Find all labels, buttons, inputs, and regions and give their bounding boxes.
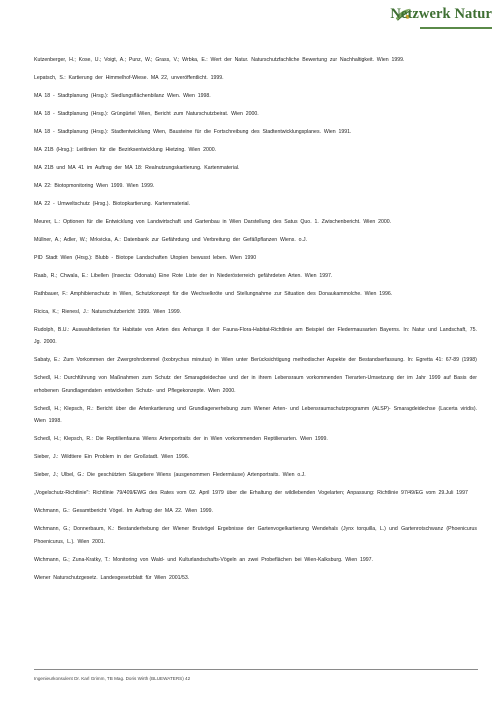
reference-entry: MA 21B (Hrsg.): Leitlinien für die Bezirksentwicklung Hietzing. Wien 2000. xyxy=(34,147,217,153)
page-footer: Ingenieurkonsulent Dr. Karl Grimm, TB Mag. Doris Wirth (BLUEWATERS) 42 xyxy=(34,676,191,681)
reference-entry: Sieber, J.; Ulbel, G.: Die geschützten Säugetiere Wiens (ausgenommen Fledermäuse) Artenportraits. Wien o.J. xyxy=(34,472,306,479)
reference-entry: Wichmann, G.; Zuna-Kratky, T.: Monitoring von Wald- und Kulturlandschafts-Vögeln an zwei Probeflächen bei Wien-Kalksburg. Wien 1997. xyxy=(34,556,373,563)
logo-underline xyxy=(420,27,492,29)
reference-list xyxy=(34,54,477,590)
reference-entry: Kutzenberger, H.; Kose, U.; Voigt, A.; Punz, W.; Grass, V.; Wrbka, E.: Wert der Natur. Naturschutzfachliche Bewertung zur Nachhaltigkeit. Wien 1999. xyxy=(34,57,405,63)
reference-entry: MA 21B und MA 41 im Auftrag der MA 18: Realnutzungskartierung. Kartenmaterial. xyxy=(34,165,240,171)
reference-entry: Sabaty, E.: Zum Vorkommen der Zwergrohrdommel (Ixobrychus minutus) in Wien unter Berücksichtigung methodischer Aspekte der Bestandserfassung. In: Egretta 41: 67-89 (1998) xyxy=(34,357,477,364)
reference-entry: Schedl, H.: Durchführung von Maßnahmen zum Schutz der Smaragdeidechse und der in ihrem Lebensraum vorkommenden Tierarten-Umsetzung der im Jahr 1999 auf Basis der erhobenen Grundlagendaten entwickelten Schutz- und Pflegekonzepte. Wien 2000. xyxy=(34,375,477,394)
reference-entry: Rathbauer, F.: Amphibienschutz in Wien, Schutzkonzept für die Wechselkröte und Stellungnahme zur Situation des Donaukammolche. Wien 1996. xyxy=(34,291,393,297)
reference-entry: Wiener Naturschutzgesetz. Landesgesetzblatt für Wien 2001/53. xyxy=(34,574,190,581)
reference-entry: Wichmann, G.: Gesamtbericht Vögel. Im Auftrag der MA 22. Wien 1999. xyxy=(34,508,213,515)
reference-entry: MA 18 - Stadtplanung (Hrsg.): Stadtentwicklung Wien, Bausteine für die Fortschreibung des Stadtentwicklungsplanes. Wien 1991. xyxy=(34,129,352,135)
reference-entry: Lepatsch, S.: Kartierung der Himmelhof-Wiese. MA 22, unveröffentlicht. 1999. xyxy=(34,75,224,81)
reference-entry: Raab, R.; Chwala, E.: Libellen (Insecta: Odonata) Eine Rote Liste der in Niederösterreich gefährdeten Arten. Wien 1997. xyxy=(34,273,333,279)
netzwerk-natur-logo xyxy=(332,3,492,37)
reference-entry: Müllner, A.; Adler, W.; Mrkvicka, A.: Datenbank zur Gefährdung und Verbreitung der Gefäßpflanzen Wiens. o.J. xyxy=(34,237,308,243)
reference-entry: MA 18 - Stadtplanung (Hrsg.): Siedlungsflächenbilanz Wien. Wien 1998. xyxy=(34,93,211,99)
reference-entry: Wichmann, G.; Donnerbaum, K.: Bestanderhebung der Wiener Brutvögel Ergebnisse der Gartenvogelkartierung Wendehals (Jynx torquilla, L.) und Gartenrotschwanz (Phoenicurus Phoenicurus, L.). Wien 2001. xyxy=(34,526,477,545)
reference-entry: MA 22: Biotopmonitoring Wien 1999. Wien 1999. xyxy=(34,183,155,189)
reference-entry: Schedl, H.; Klepsch, R.: Bericht über die Artenkartierung und Grundlagenerhebung zum Wiener Arten- und Lebensraumschutzprogramm (ALSP)- Smaragdeidechse (Lacerta viridis). Wien 1998. xyxy=(34,405,477,425)
reference-entry: MA 18 - Stadtplanung (Hrsg.): Grüngürtel Wien, Bericht zum Naturschutzbeirat. Wien 2000. xyxy=(34,111,259,117)
reference-entry: Rudolph, B.U.: Auswahlkriterien für Habitate von Arten des Anhangs II der Fauna-Flora-Habitat-Richtlinie am Beispiel der Fledermausarten Bayerns. In: Natur und Landschaft, 75. Jg. 2000. xyxy=(34,327,477,346)
reference-entry: Meurer, L.: Optionen für die Entwicklung von Landwirtschaft und Gartenbau in Wien Darstellung des Satus Quo. 1. Zwischenbericht. Wien 2000. xyxy=(34,219,392,225)
logo-wordmark: Netzwerk Natur xyxy=(390,6,492,22)
reference-entry: Schedl, H.; Klepsch, R.: Die Reptilienfauna Wiens Artenportraits der in Wien vorkommenden Reptilienarten. Wien 1999. xyxy=(34,436,328,443)
footer-divider xyxy=(34,669,478,670)
reference-entry: Sieber, J.: Wildtiere Ein Problem in der Großstadt. Wien 1996. xyxy=(34,454,190,461)
reference-entry: „Vogelschutz-Richtlinie": Richtlinie 79/409/EWG des Rates vom 02. April 1979 über die Erhaltung der wildlebenden Vogelarten; Anpassung: Richtlinie 97/49/EG vom 29.Juli 1997 xyxy=(34,490,468,497)
reference-entry: PID Stadt Wien (Hrsg.): Blubb - Biotope Landschaften Utopien bewusst leben. Wien 1990 xyxy=(34,255,257,261)
reference-entry: MA 22 - Umweltschutz (Hrsg.). Biotopkartierung. Kartenmaterial. xyxy=(34,201,191,207)
reference-entry: Ricica, K.; Rienesl, J.: Naturschutzbericht 1999. Wien 1999. xyxy=(34,309,182,315)
